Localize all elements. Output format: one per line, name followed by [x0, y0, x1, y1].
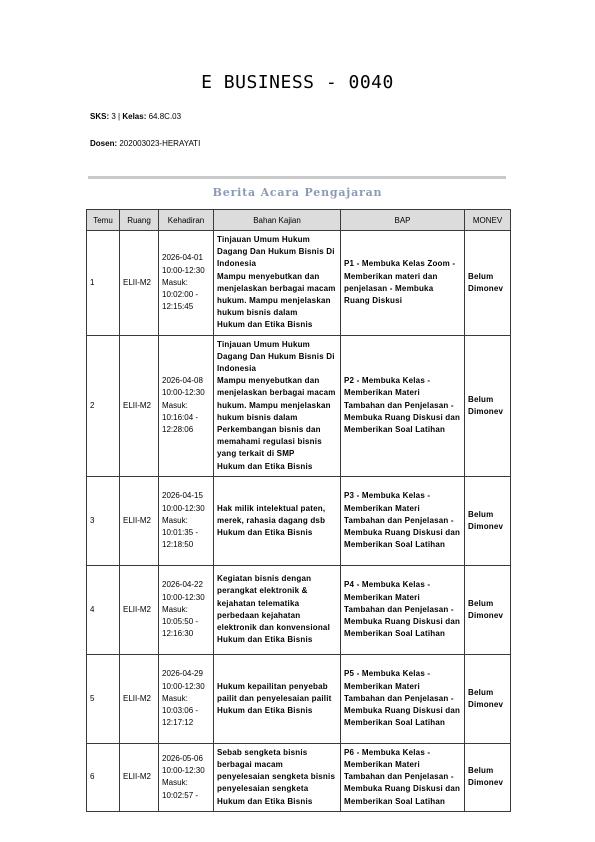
cell-kehadiran: 2026-04-29 10:00-12:30 Masuk: 10:03:06 - 12:17:12 — [159, 654, 214, 743]
cell-monev: Belum Dimonev — [465, 231, 511, 336]
cell-monev: Belum Dimonev — [465, 743, 511, 811]
table-row — [87, 654, 511, 743]
cell-monev: Belum Dimonev — [465, 565, 511, 654]
cell-ruang: ELII-M2 — [120, 654, 159, 743]
cell-ruang: ELII-M2 — [120, 231, 159, 336]
cell-bap: P3 - Membuka Kelas - Memberikan Materi Tambahan dan Penjelasan - Membuka Ruang Diskusi dan Memberikan Soal Latihan — [341, 476, 465, 565]
cell-bahan-kajian: Tinjauan Umum Hukum Dagang Dan Hukum Bisnis Di Indonesia Mampu menyebutkan dan menjelaskan berbagai macam hukum. Mampu menjelaskan hukum bisnis dalam Perkembangan bisnis dan memahami regulasi bisnis yang terkait di SMP Hukum dan Etika Bisnis — [214, 335, 341, 476]
cell-temu: 6 — [87, 743, 120, 811]
col-bahan-kajian: Bahan Kajian — [214, 210, 341, 231]
table-row — [87, 565, 511, 654]
table-row — [87, 476, 511, 565]
cell-monev: Belum Dimonev — [465, 476, 511, 565]
cell-ruang: ELII-M2 — [120, 743, 159, 811]
cell-bahan-kajian: Hak milik intelektual paten, merek, rahasia dagang dsb Hukum dan Etika Bisnis — [214, 476, 341, 565]
cell-ruang: ELII-M2 — [120, 565, 159, 654]
dosen-label: Dosen: — [90, 139, 118, 148]
cell-bap: P4 - Membuka Kelas - Memberikan Materi Tambahan dan Penjelasan - Membuka Ruang Diskusi dan Memberikan Soal Latihan — [341, 565, 465, 654]
course-meta — [90, 112, 181, 121]
course-title: E BUSINESS - 0040 — [201, 72, 394, 93]
cell-kehadiran: 2026-04-15 10:00-12:30 Masuk: 10:01:35 - 12:18:50 — [159, 476, 214, 565]
cell-monev: Belum Dimonev — [465, 654, 511, 743]
cell-bap: P5 - Membuka Kelas - Memberikan Materi Tambahan dan Penjelasan - Membuka Ruang Diskusi dan Memberikan Soal Latihan — [341, 654, 465, 743]
cell-kehadiran: 2026-05-06 10:00-12:30 Masuk: 10:02:57 - — [159, 743, 214, 811]
cell-temu: 1 — [87, 231, 120, 336]
cell-kehadiran: 2026-04-08 10:00-12:30 Masuk: 10:16:04 - 12:28:06 — [159, 335, 214, 476]
cell-monev: Belum Dimonev — [465, 335, 511, 476]
cell-temu: 2 — [87, 335, 120, 476]
sks-label: SKS: — [90, 112, 110, 121]
cell-kehadiran: 2026-04-01 10:00-12:30 Masuk: 10:02:00 - 12:15:45 — [159, 231, 214, 336]
cell-temu: 3 — [87, 476, 120, 565]
table-header-row — [87, 210, 511, 231]
divider — [88, 176, 506, 179]
cell-bahan-kajian: Sebab sengketa bisnis berbagai macam penyelesaian sengketa bisnis penyelesaian sengketa Hukum dan Etika Bisnis — [214, 743, 341, 811]
sks-value: 3 — [111, 112, 116, 121]
cell-bap: P2 - Membuka Kelas - Memberikan Materi Tambahan dan Penjelasan - Membuka Ruang Diskusi dan Memberikan Soal Latihan — [341, 335, 465, 476]
cell-bahan-kajian: Hukum kepailitan penyebab pailit dan penyelesaian pailit Hukum dan Etika Bisnis — [214, 654, 341, 743]
cell-temu: 4 — [87, 565, 120, 654]
col-bap: BAP — [341, 210, 465, 231]
cell-temu: 5 — [87, 654, 120, 743]
section-title: Berita Acara Pengajaran — [212, 186, 383, 199]
table-row — [87, 335, 511, 476]
teaching-record-table — [86, 209, 511, 812]
cell-kehadiran: 2026-04-22 10:00-12:30 Masuk: 10:05:50 - 12:16:30 — [159, 565, 214, 654]
lecturer-meta — [90, 139, 200, 148]
col-monev: MONEV — [465, 210, 511, 231]
table-row — [87, 231, 511, 336]
kelas-value: 64.8C.03 — [148, 112, 182, 121]
cell-ruang: ELII-M2 — [120, 476, 159, 565]
meta-separator: | — [118, 112, 121, 121]
cell-bahan-kajian: Tinjauan Umum Hukum Dagang Dan Hukum Bisnis Di Indonesia Mampu menyebutkan dan menjelaskan berbagai macam hukum. Mampu menjelaskan hukum bisnis dalam Hukum dan Etika Bisnis — [214, 231, 341, 336]
cell-ruang: ELII-M2 — [120, 335, 159, 476]
cell-bahan-kajian: Kegiatan bisnis dengan perangkat elektronik & kejahatan telematika perbedaan kejahatan elektronik dan konvensional Hukum dan Etika Bisnis — [214, 565, 341, 654]
table-row — [87, 743, 511, 811]
dosen-value: 202003023-HERAYATI — [119, 139, 201, 148]
col-ruang: Ruang — [120, 210, 159, 231]
cell-bap: P1 - Membuka Kelas Zoom - Memberikan materi dan penjelasan - Membuka Ruang Diskusi — [341, 231, 465, 336]
kelas-label: Kelas: — [122, 112, 147, 121]
cell-bap: P6 - Membuka Kelas - Memberikan Materi Tambahan dan Penjelasan - Membuka Ruang Diskusi dan Memberikan Soal Latihan — [341, 743, 465, 811]
col-temu: Temu — [87, 210, 120, 231]
col-kehadiran: Kehadiran — [159, 210, 214, 231]
